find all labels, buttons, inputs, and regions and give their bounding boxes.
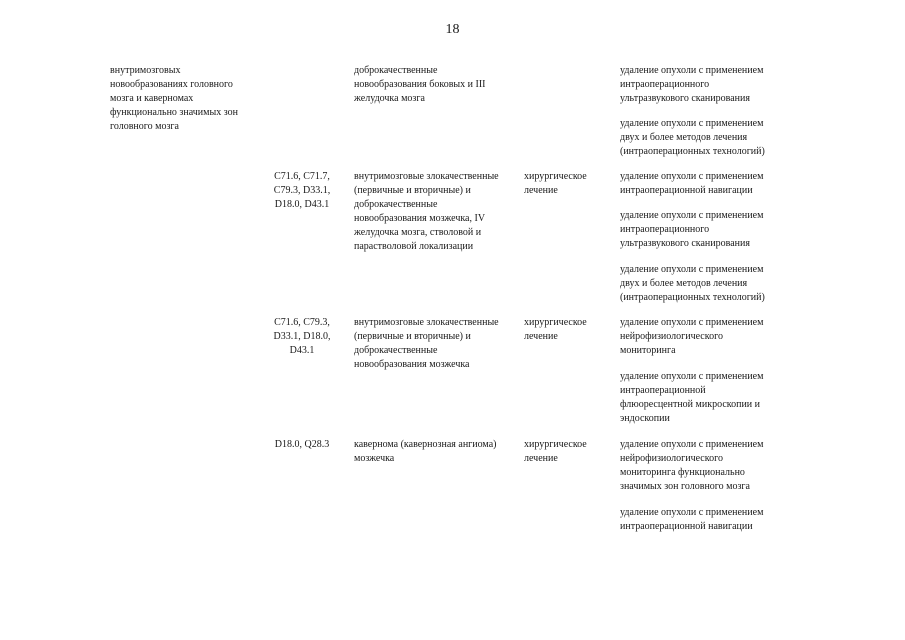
treatment-method: удаление опухоли с применением нейрофизиологического мониторинга (620, 317, 764, 356)
treatment-method: удаление опухоли с применением нейрофизиологического мониторинга функционально значимых зон головного мозга (620, 439, 764, 492)
icd-codes: C71.6, C71.7, C79.3, D33.1, D18.0, D43.1 (273, 171, 331, 210)
icd-codes: D18.0, Q28.3 (274, 439, 330, 450)
patient-model: внутримозговые злокачественные (первичные и вторичные) и доброкачественные новообразования мозжечка (354, 317, 499, 370)
patient-model: доброкачественные новообразования боковых и III желудочка мозга (354, 65, 486, 104)
treatment-method: удаление опухоли с применением интраоперационного ультразвукового сканирования (620, 65, 764, 104)
treatment-method: удаление опухоли с применением интраоперационной навигации (620, 171, 764, 196)
treatment-method: удаление опухоли с применением интраоперационного ультразвукового сканирования (620, 210, 764, 249)
icd-codes: C71.6, C79.3, D33.1, D18.0, D43.1 (273, 317, 331, 356)
treatment-method: удаление опухоли с применением интраоперационной навигации (620, 507, 764, 532)
treatment-type: хирургическое лечение (524, 317, 587, 342)
treatment-method: удаление опухоли с применением двух и более методов лечения (интраоперационных технологий) (620, 264, 765, 303)
treatment-type: хирургическое лечение (524, 439, 587, 464)
diagnosis-text: внутримозговых новообразованиях головного мозга и каверномах функционально значимых зон головного мозга (110, 65, 238, 132)
patient-model: кавернома (кавернозная ангиома) мозжечка (354, 439, 497, 464)
treatment-method: удаление опухоли с применением интраоперационной флюоресцентной микроскопии и эндоскопии (620, 371, 764, 424)
patient-model: внутримозговые злокачественные (первичные и вторичные) и доброкачественные новообразования мозжечка, IV желудочка мозга, стволовой и парастволовой локализации (354, 171, 499, 252)
treatment-method: удаление опухоли с применением двух и более методов лечения (интраоперационных технологий) (620, 118, 765, 157)
treatment-type: хирургическое лечение (524, 171, 587, 196)
page-number: 18 (445, 22, 460, 37)
